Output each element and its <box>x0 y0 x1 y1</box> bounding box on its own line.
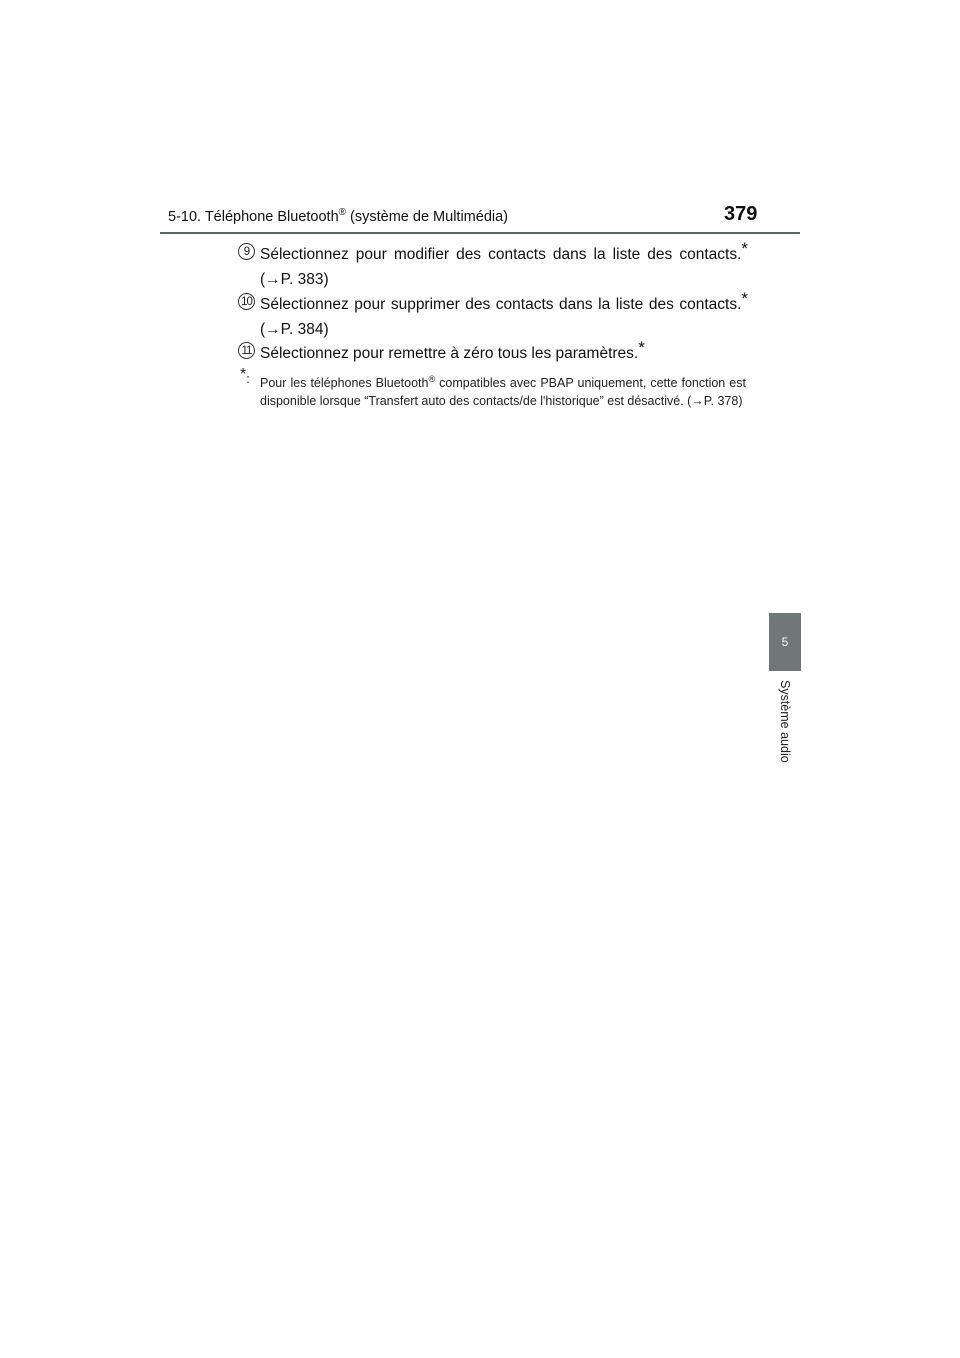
page-number: 379 <box>724 203 758 225</box>
list-item <box>238 241 748 292</box>
chapter-tab <box>769 613 801 671</box>
section-title: 5-10. Téléphone Bluetooth® (système de Multimédia) <box>168 207 508 225</box>
item-text: Sélectionnez pour remettre à zéro tous les paramètres.* <box>260 338 645 362</box>
item-text: Sélectionnez pour supprimer des contacts dans la liste des contacts.* (→P. 384) <box>260 289 748 338</box>
item-text: Sélectionnez pour modifier des contacts dans la liste des contacts.* (→P. 383) <box>260 239 748 288</box>
header-divider <box>160 232 800 234</box>
registered-mark: ® <box>338 207 347 218</box>
registered-mark: ® <box>428 374 436 384</box>
asterisk-mark: * <box>741 289 748 308</box>
chapter-label <box>770 680 800 800</box>
asterisk-mark: * <box>741 239 748 258</box>
item-number-badge: 10 <box>238 293 255 310</box>
item-number-badge: 11 <box>238 342 255 359</box>
footnote-marker: *: <box>240 366 250 386</box>
chapter-number: 5 <box>781 635 789 649</box>
chapter-label-text: Système audio <box>778 680 792 763</box>
list-item <box>238 340 748 366</box>
footnote <box>240 366 746 410</box>
asterisk-mark: * <box>638 338 645 357</box>
item-number-badge: 9 <box>238 243 255 260</box>
footnote-text: Pour les téléphones Bluetooth® compatibles avec PBAP uniquement, cette fonction est disponible lorsque “Transfert auto des contacts/de l'historique” est désactivé. (→P. 378) <box>260 374 746 409</box>
list-item <box>238 291 748 342</box>
